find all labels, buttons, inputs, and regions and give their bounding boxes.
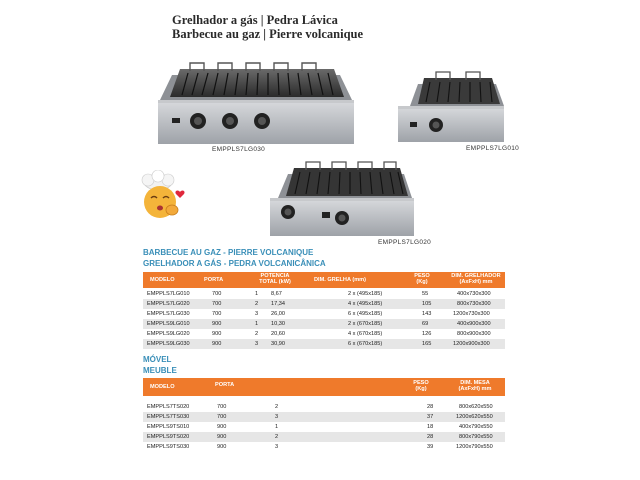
movel-header-dim-mesa: DIM. MESA (AxFxH) mm [458, 380, 492, 392]
movel-table-header [143, 378, 505, 396]
grill-header-potencia: POTENCIA TOTAL (kW) [259, 273, 291, 285]
movel-table-row: EMPPLS7TS020 700 2 28 800x620x550 [147, 404, 493, 410]
movel-header-modelo: MODELO [150, 384, 175, 390]
grill-table-row: EMPPLS9LG020 900 2 20,60 4 x (670x185) 126 800x900x300 [147, 331, 491, 337]
grill-table-row: EMPPLS7LG030 700 3 26,00 6 x (495x185) 143 1200x730x300 [147, 311, 490, 317]
grill-table-title-pt: GRELHADOR A GÁS - PEDRA VOLCANICÂNICA [143, 259, 326, 268]
caption-lg010: EMPPLS7LG010 [466, 145, 520, 152]
grill-image-lg020 [266, 152, 416, 238]
caption-lg030: EMPPLS7LG030 [212, 146, 266, 153]
grill-table-title-fr: BARBECUE AU GAZ - PIERRE VOLCANIQUE [143, 248, 314, 257]
grill-header-dim-grelha: DIM. GRELHA (mm) [314, 277, 366, 283]
grill-table-row: EMPPLS9LG010 900 1 10,30 2 x (670x185) 69 400x900x300 [143, 319, 505, 329]
grill-header-porta: PORTA [204, 277, 224, 283]
chef-emoji-icon [136, 170, 192, 226]
movel-header-porta: PORTA [215, 382, 235, 388]
grill-table-row: EMPPLS7LG010 700 1 8,67 2 x (495x185) 55 400x730x300 [147, 291, 491, 297]
grill-image-lg030 [150, 55, 355, 147]
movel-table-row: EMPPLS7TS030 700 3 37 1200x620x550 [143, 412, 505, 422]
grill-image-lg010 [396, 62, 506, 144]
movel-header-peso: PESO (Kg) [413, 380, 429, 392]
movel-table-row: EMPPLS9TS030 900 3 39 1200x790x550 [147, 444, 493, 450]
grill-header-modelo: MODELO [150, 277, 175, 283]
grill-header-dim-grelhador: DIM. GRELHADOR (AxFxH) mm [451, 273, 501, 285]
caption-lg020: EMPPLS7LG020 [378, 239, 432, 246]
movel-table-title-fr: MEUBLE [143, 366, 177, 375]
title-french: Barbecue au gaz | Pierre volcanique [172, 27, 364, 41]
title-portuguese: Grelhador a gás | Pedra Lávica [172, 13, 338, 27]
movel-table-title-pt: MÓVEL [143, 355, 172, 364]
movel-table-row: EMPPLS9TS020 900 2 28 800x790x550 [143, 432, 505, 442]
grill-header-peso: PESO (Kg) [414, 273, 430, 285]
grill-table-row: EMPPLS7LG020 700 2 17,34 4 x (495x185) 105 800x730x300 [143, 299, 505, 309]
grill-table-row: EMPPLS9LG030 900 3 30,90 6 x (670x185) 165 1200x900x300 [143, 339, 505, 349]
movel-table-row: EMPPLS9TS010 900 1 18 400x790x550 [147, 424, 493, 430]
